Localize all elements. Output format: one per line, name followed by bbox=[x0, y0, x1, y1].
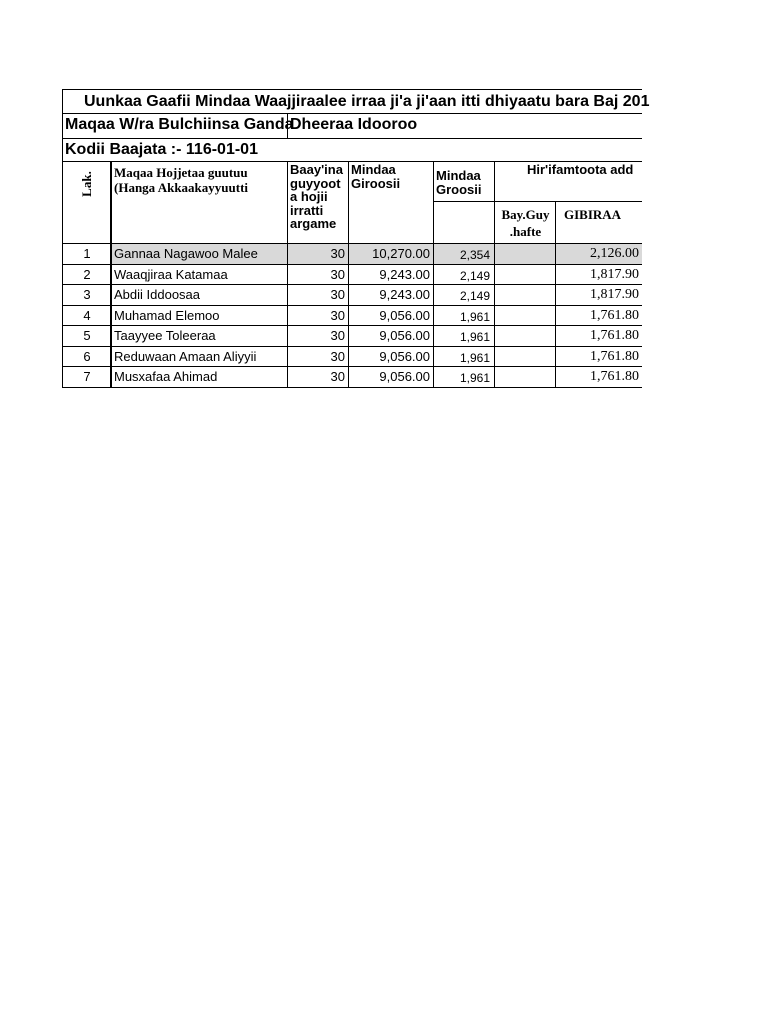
cell-name: Waaqjiraa Katamaa bbox=[110, 265, 287, 286]
cell-weekly bbox=[494, 326, 555, 347]
cell-tax: 1,761.80 bbox=[555, 367, 642, 388]
cell-index: 1 bbox=[62, 244, 111, 265]
cell-tax: 1,817.90 bbox=[555, 265, 642, 286]
cell-weekly bbox=[494, 306, 555, 327]
cell-name: Muhamad Elemoo bbox=[110, 306, 287, 327]
cell-name: Gannaa Nagawoo Malee bbox=[110, 244, 287, 265]
cell-tax: 2,126.00 bbox=[555, 244, 642, 265]
cell-index: 7 bbox=[62, 367, 111, 388]
cell-tax: 1,761.80 bbox=[555, 347, 642, 368]
office-value: Dheeraa Idooroo bbox=[288, 114, 642, 139]
cell-gross: 9,056.00 bbox=[348, 306, 433, 327]
cell-gross: 9,056.00 bbox=[348, 367, 433, 388]
header-tax: GIBIRAA bbox=[555, 202, 642, 244]
header-name: Maqaa Hojjetaa guutuu (Hanga Akkaakayyuutti bbox=[110, 162, 287, 244]
index-header-label: Lak. bbox=[79, 171, 94, 197]
cell-days: 30 bbox=[287, 244, 348, 265]
cell-days: 30 bbox=[287, 367, 348, 388]
cell-days: 30 bbox=[287, 326, 348, 347]
budget-code: Kodii Baajata :- 116-01-01 bbox=[62, 139, 642, 162]
cell-gross: 9,243.00 bbox=[348, 265, 433, 286]
header-gross2: Mindaa Groosii bbox=[433, 162, 494, 202]
cell-gross2: 1,961 bbox=[433, 306, 494, 327]
header-gross: Mindaa Giroosii bbox=[348, 162, 433, 244]
cell-name: Abdii Iddoosaa bbox=[110, 285, 287, 306]
cell-tax: 1,817.90 bbox=[555, 285, 642, 306]
cell-days: 30 bbox=[287, 265, 348, 286]
cell-index: 5 bbox=[62, 326, 111, 347]
cell-name: Taayyee Toleeraa bbox=[110, 326, 287, 347]
cell-gross: 9,056.00 bbox=[348, 326, 433, 347]
cell-tax: 1,761.80 bbox=[555, 306, 642, 327]
cell-weekly bbox=[494, 347, 555, 368]
cell-gross: 10,270.00 bbox=[348, 244, 433, 265]
cell-gross2: 2,354 bbox=[433, 244, 494, 265]
report-title: Uunkaa Gaafii Mindaa Waajjiraalee irraa ji'a ji'aan itti dhiyaatu bara Baj 201 bbox=[62, 89, 642, 114]
cell-gross2: 2,149 bbox=[433, 265, 494, 286]
cell-index: 3 bbox=[62, 285, 111, 306]
cell-tax: 1,761.80 bbox=[555, 326, 642, 347]
cell-index: 4 bbox=[62, 306, 111, 327]
cell-gross2: 2,149 bbox=[433, 285, 494, 306]
cell-weekly bbox=[494, 367, 555, 388]
header-deductions: Hir'ifamtoota add bbox=[494, 162, 642, 202]
header-days: Baay'ina guyyoot a hojii irratti argame bbox=[287, 162, 348, 244]
payroll-sheet bbox=[62, 89, 650, 387]
cell-index: 6 bbox=[62, 347, 111, 368]
cell-weekly bbox=[494, 285, 555, 306]
cell-gross: 9,243.00 bbox=[348, 285, 433, 306]
cell-gross: 9,056.00 bbox=[348, 347, 433, 368]
cell-weekly bbox=[494, 265, 555, 286]
cell-name: Musxafaa Ahimad bbox=[110, 367, 287, 388]
cell-days: 30 bbox=[287, 347, 348, 368]
cell-days: 30 bbox=[287, 285, 348, 306]
cell-gross2: 1,961 bbox=[433, 326, 494, 347]
cell-weekly bbox=[494, 244, 555, 265]
header-weekly-days: Bay.Guy .hafte bbox=[494, 202, 555, 244]
cell-gross2: 1,961 bbox=[433, 367, 494, 388]
header-index bbox=[62, 162, 111, 244]
cell-name: Reduwaan Amaan Aliyyii bbox=[110, 347, 287, 368]
cell-index: 2 bbox=[62, 265, 111, 286]
cell-days: 30 bbox=[287, 306, 348, 327]
office-label: Maqaa W/ra Bulchiinsa Ganda bbox=[62, 114, 288, 139]
cell-gross2: 1,961 bbox=[433, 347, 494, 368]
header-gross2-sub bbox=[433, 202, 494, 244]
